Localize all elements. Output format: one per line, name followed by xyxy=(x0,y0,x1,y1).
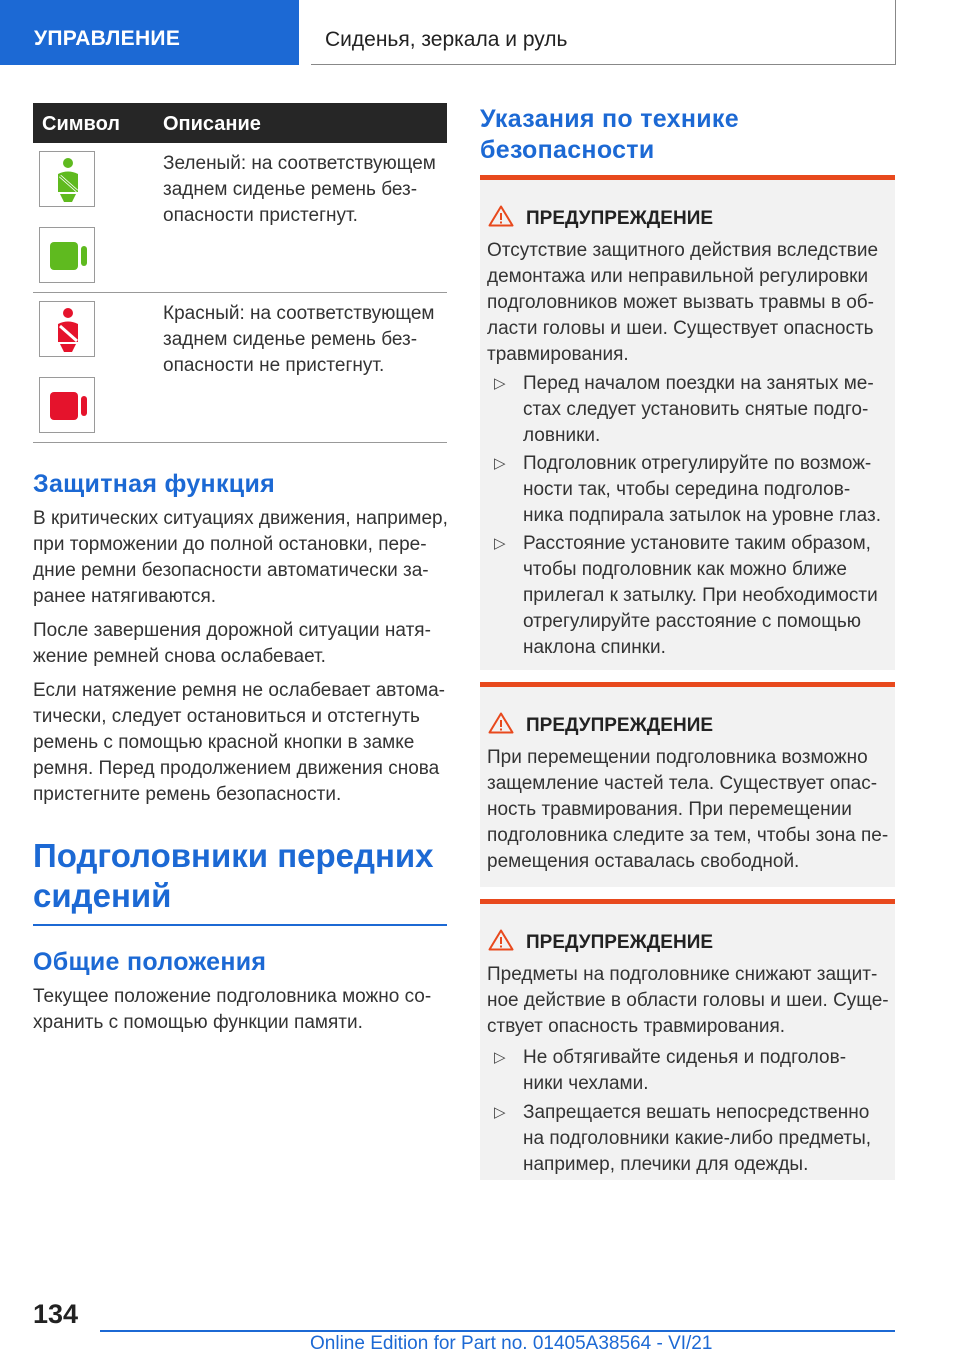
seatbelt-fastened-icon xyxy=(39,151,95,207)
seat-green-indicator-icon xyxy=(39,227,95,283)
section-tab xyxy=(0,0,299,65)
col-description-header: Описание xyxy=(163,113,261,135)
col-symbol-header: Символ xyxy=(42,113,120,135)
warning-box: ПРЕДУПРЕЖДЕНИЕ Предметы на подголовнике снижают защит- ное действие в области головы и шеи. Суще- ствует опасность травмирования. ▷ Не обтягивайте сиденья и подголов- ники чехлами. ▷ Запрещается вешать непосредственно на подголовники какие-либо предметы, например, плечики для одежды. xyxy=(480,899,895,1180)
table-row xyxy=(33,293,447,443)
row-description: Зеленый: на соответствующем заднем сиденье ремень без- опасности пристегнут. xyxy=(163,153,436,226)
warning-title: ПРЕДУПРЕЖДЕНИЕ xyxy=(488,929,713,954)
bullet-arrow-icon: ▷ xyxy=(494,375,506,392)
warning-title: ПРЕДУПРЕЖДЕНИЕ xyxy=(488,712,713,737)
bullet-arrow-icon: ▷ xyxy=(494,455,506,472)
paragraph: Текущее положение подголовника можно со- хранить с помощью функции памяти. xyxy=(33,986,432,1033)
bullet-arrow-icon: ▷ xyxy=(494,1049,506,1066)
bullet-arrow-icon: ▷ xyxy=(494,535,506,552)
warning-triangle-icon xyxy=(488,205,514,227)
headrests-section xyxy=(33,836,447,1036)
footer-divider xyxy=(100,1330,895,1332)
chapter-title: Сиденья, зеркала и руль xyxy=(325,28,568,51)
symbol-table xyxy=(33,103,447,443)
row-description: Красный: на соответствующем заднем сиденье ремень без- опасности не пристегнут. xyxy=(163,303,435,376)
page-number: 134 xyxy=(33,1299,79,1329)
warning-box xyxy=(480,682,895,887)
paragraph: Если натяжение ремня не ослабевает автома- тически, следует остановиться и отстегнуть ремень с помощью красной кнопки в замке ремня. Перед продолжением движения снова пристегните ремень безопасности. xyxy=(33,680,445,805)
warning-title: ПРЕДУПРЕЖДЕНИЕ xyxy=(488,205,713,230)
protective-function-section xyxy=(33,470,447,808)
warning-text: Отсутствие защитного действия вследствие демонтажа или неправильной регулировки подголовников может вызвать травмы в об- ласти головы и шеи. Существует опасность травмирования. xyxy=(487,240,879,365)
table-header xyxy=(33,103,447,143)
paragraph: В критических ситуациях движения, например, при торможении до полной остановки, пере- дние ремни безопасности автоматически за- ранее натягиваются. xyxy=(33,508,448,607)
table-row xyxy=(33,143,447,293)
warning-box: ПРЕДУПРЕЖДЕНИЕ Отсутствие защитного действия вследствие демонтажа или неправильной регулировки подголовников может вызвать травмы в об- ласти головы и шеи. Существует опасность травмирования. ▷ Перед началом поездки на занятых ме- стах следует установить снятые подго- ловники. ▷ Подголовник отрегулируйте по возмож- ности так, чтобы середина подголов- ника подпирала затылок на уровне глаз. ▷ Расстояние установите таким образом, чтобы подголовник как можно ближе прилегал к затылку. При необходимости отрегулируйте расстояние с помощью наклона спинки. xyxy=(480,175,895,670)
heading-divider xyxy=(33,924,447,926)
seat-red-indicator-icon xyxy=(39,377,95,433)
section-heading: Общие положения xyxy=(33,948,267,976)
warning-text: Предметы на подголовнике снижают защит- ное действие в области головы и шеи. Суще- ствует опасность травмирования. xyxy=(487,964,889,1037)
footer-edition: Online Edition for Part no. 01405A38564 - VI/21 xyxy=(310,1333,713,1354)
section-title: УПРАВЛЕНИЕ xyxy=(34,27,181,50)
bullet-arrow-icon: ▷ xyxy=(494,1104,506,1121)
seatbelt-unfastened-icon xyxy=(39,301,95,357)
warning-text: При перемещении подголовника возможно защемление частей тела. Существует опас- ность травмирования. При перемещении подголовника следите за тем, чтобы зона пе- ремещения оставалась свободной. xyxy=(487,747,889,872)
safety-heading: Указания по технике безопасности xyxy=(480,105,739,164)
warning-triangle-icon xyxy=(488,929,514,951)
chapter-header xyxy=(311,0,896,65)
chapter-heading: Подголовники передних сидений xyxy=(33,837,434,914)
warning-triangle-icon xyxy=(488,712,514,734)
section-heading: Защитная функция xyxy=(33,470,275,498)
paragraph: После завершения дорожной ситуации натя- жение ремней снова ослабевает. xyxy=(33,620,431,667)
